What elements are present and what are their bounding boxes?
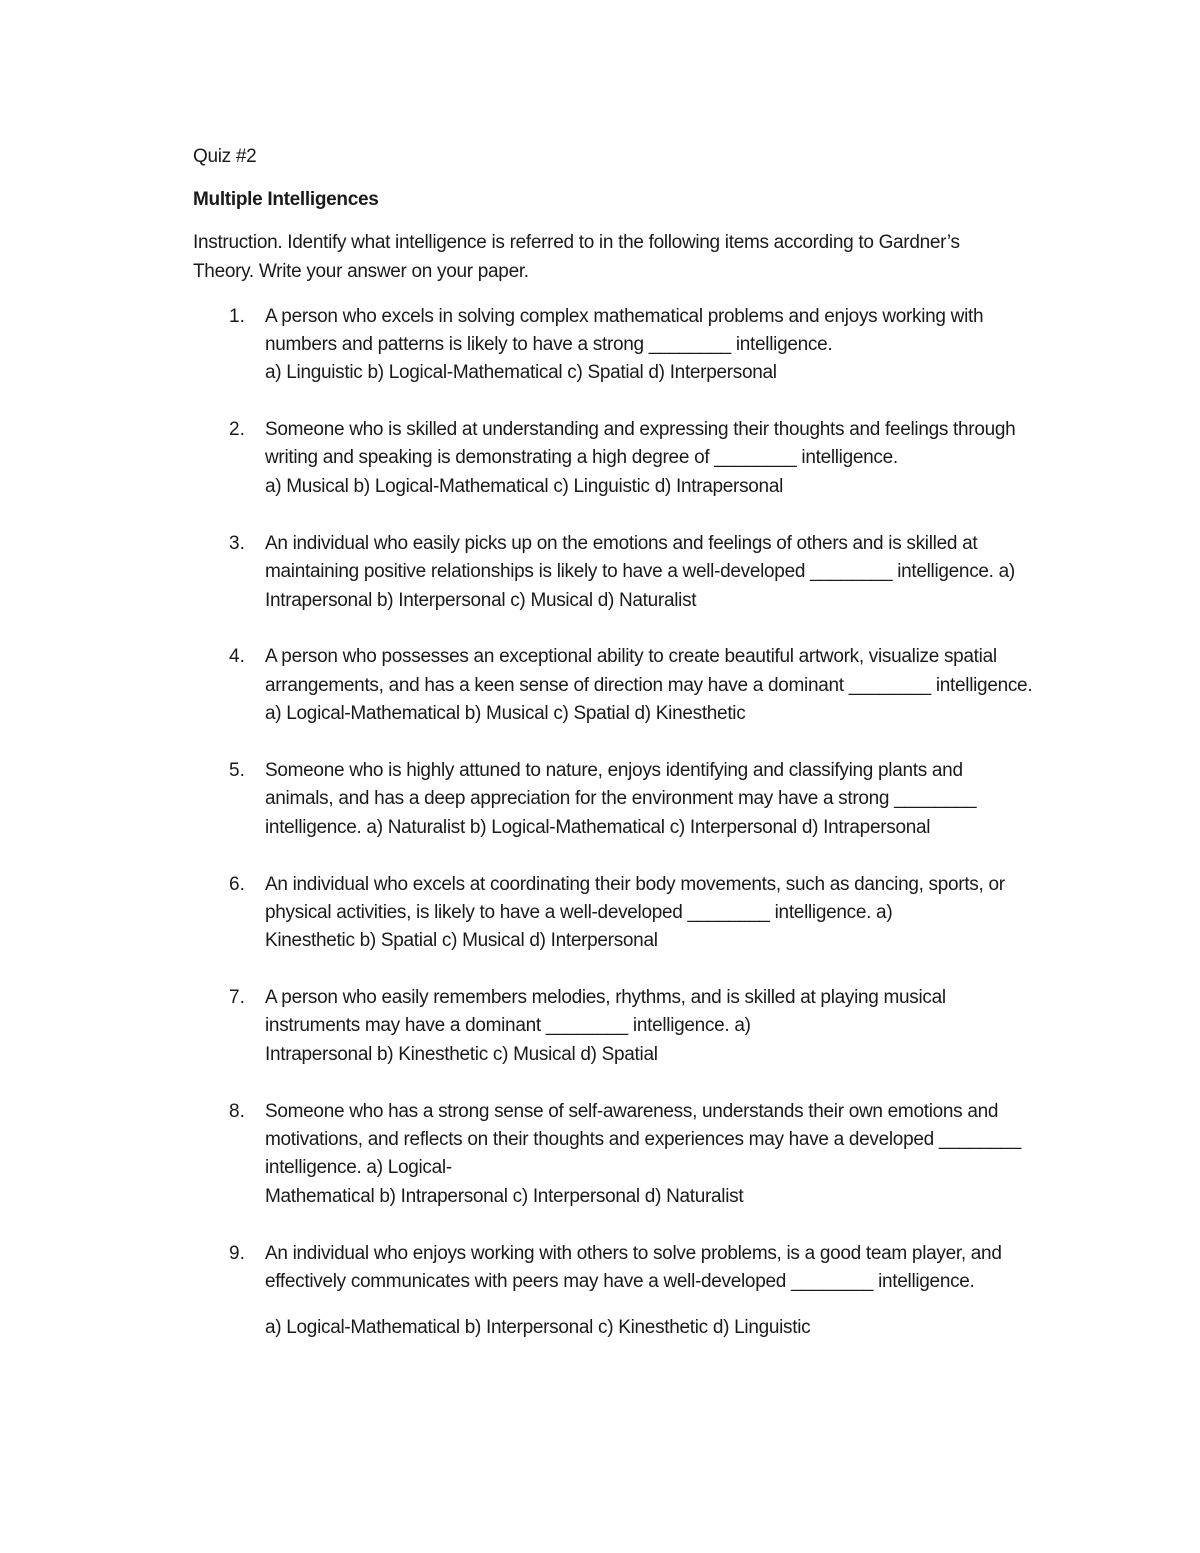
item-number: 7. bbox=[229, 987, 245, 1008]
item-text: A person who excels in solving complex mathematical problems and enjoys working with bbox=[265, 306, 984, 327]
item-text: An individual who enjoys working with others to solve problems, is a good team player, and bbox=[265, 1243, 1002, 1264]
item-choices: intelligence. a) Naturalist b) Logical-Mathematical c) Interpersonal d) Intrapersonal bbox=[265, 817, 931, 838]
item-text: numbers and patterns is likely to have a strong ________ intelligence. bbox=[265, 334, 833, 355]
item-text: writing and speaking is demonstrating a high degree of ________ intelligence. bbox=[265, 447, 898, 468]
item-text: animals, and has a deep appreciation for the environment may have a strong ________ bbox=[265, 788, 977, 809]
document-title: Multiple Intelligences bbox=[193, 189, 379, 210]
item-text: physical activities, is likely to have a well-developed ________ intelligence. a) bbox=[265, 902, 893, 923]
item-text: instruments may have a dominant ________ intelligence. a) bbox=[265, 1015, 751, 1036]
item-text: motivations, and reflects on their thoughts and experiences may have a developed ________ bbox=[265, 1129, 1021, 1150]
item-number: 2. bbox=[229, 419, 245, 440]
item-text: A person who easily remembers melodies, rhythms, and is skilled at playing musical bbox=[265, 987, 946, 1008]
item-number: 9. bbox=[229, 1243, 245, 1264]
quiz-label: Quiz #2 bbox=[193, 146, 257, 167]
instruction-line-2: Theory. Write your answer on your paper. bbox=[193, 261, 529, 282]
item-text: intelligence. a) Logical- bbox=[265, 1157, 452, 1178]
item-choices: a) Musical b) Logical-Mathematical c) Linguistic d) Intrapersonal bbox=[265, 476, 784, 497]
item-choices: a) Logical-Mathematical b) Interpersonal c) Kinesthetic d) Linguistic bbox=[265, 1317, 811, 1338]
item-choices: a) Logical-Mathematical b) Musical c) Spatial d) Kinesthetic bbox=[265, 703, 746, 724]
item-number: 6. bbox=[229, 874, 245, 895]
item-text: arrangements, and has a keen sense of direction may have a dominant ________ intelligence. bbox=[265, 675, 1033, 696]
item-text: A person who possesses an exceptional ability to create beautiful artwork, visualize spatial bbox=[265, 646, 997, 667]
item-choices: Intrapersonal b) Kinesthetic c) Musical d) Spatial bbox=[265, 1044, 658, 1065]
item-number: 8. bbox=[229, 1101, 245, 1122]
item-text: Someone who has a strong sense of self-awareness, understands their own emotions and bbox=[265, 1101, 999, 1122]
item-number: 4. bbox=[229, 646, 245, 667]
item-choices: Intrapersonal b) Interpersonal c) Musical d) Naturalist bbox=[265, 590, 697, 611]
item-choices: Mathematical b) Intrapersonal c) Interpersonal d) Naturalist bbox=[265, 1186, 744, 1207]
item-text: effectively communicates with peers may have a well-developed ________ intelligence. bbox=[265, 1271, 975, 1292]
item-text: Someone who is skilled at understanding and expressing their thoughts and feelings through bbox=[265, 419, 1016, 440]
item-number: 5. bbox=[229, 760, 245, 781]
item-number: 3. bbox=[229, 533, 245, 554]
item-text: Someone who is highly attuned to nature, enjoys identifying and classifying plants and bbox=[265, 760, 963, 781]
item-text: maintaining positive relationships is likely to have a well-developed ________ intelligence. a) bbox=[265, 561, 1015, 582]
item-number: 1. bbox=[229, 306, 245, 327]
item-text: An individual who excels at coordinating their body movements, such as dancing, sports, or bbox=[265, 874, 1005, 895]
item-text: An individual who easily picks up on the emotions and feelings of others and is skilled at bbox=[265, 533, 978, 554]
instruction-line-1: Instruction. Identify what intelligence is referred to in the following items according to Gardner’s bbox=[193, 232, 960, 253]
item-choices: a) Linguistic b) Logical-Mathematical c) Spatial d) Interpersonal bbox=[265, 362, 777, 383]
item-choices: Kinesthetic b) Spatial c) Musical d) Interpersonal bbox=[265, 930, 658, 951]
